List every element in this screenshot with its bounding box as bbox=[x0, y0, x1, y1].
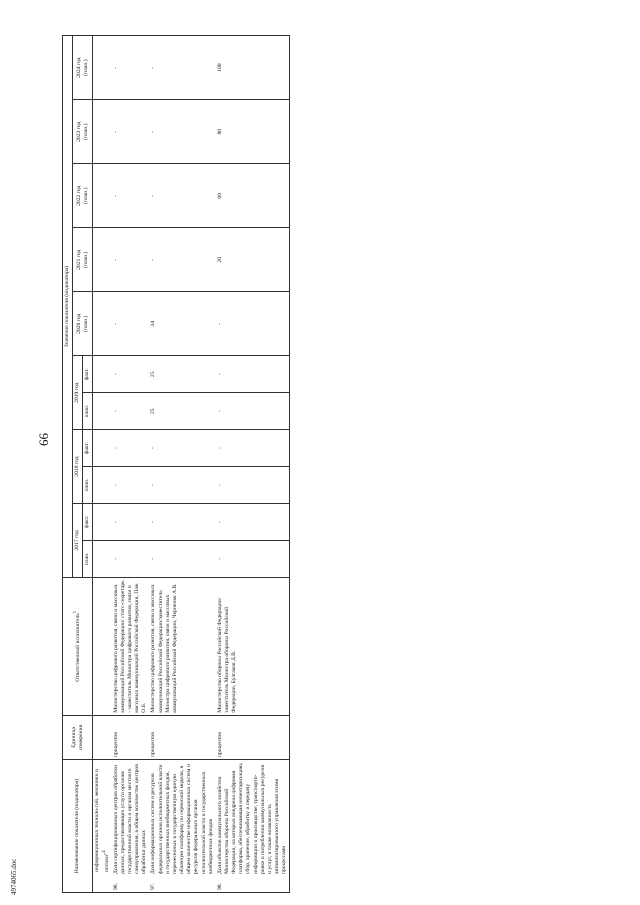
header-2018-fact: факт. bbox=[83, 430, 93, 467]
rotated-table-container bbox=[62, 35, 626, 893]
value-2019-plan: - bbox=[216, 393, 290, 430]
table-body bbox=[93, 36, 290, 893]
header-2021-year: 2021 год bbox=[75, 249, 82, 270]
row-number: 96. bbox=[112, 883, 119, 890]
value-2018-plan: - bbox=[216, 467, 290, 504]
row-executor: Министерство обороны Российской Федерации/ заместитель Министра обороны Российской Федерации, Булгаков Д.В. bbox=[216, 577, 290, 715]
header-2024-plan: (план.) bbox=[82, 59, 89, 76]
empty-cell bbox=[93, 430, 112, 467]
header-2020-plan: (план.) bbox=[82, 315, 89, 332]
empty-cell bbox=[93, 540, 112, 577]
row-number: 97. bbox=[150, 883, 157, 890]
empty-cell bbox=[93, 503, 112, 540]
empty-cell bbox=[93, 577, 112, 715]
table-row-97 bbox=[149, 36, 215, 893]
value-2018-fact: - bbox=[216, 430, 290, 467]
row-number: 98. bbox=[216, 883, 223, 890]
value-2021: - bbox=[149, 228, 215, 292]
value-2023: - bbox=[149, 100, 215, 164]
value-2017-plan: - bbox=[112, 540, 150, 577]
empty-cell bbox=[93, 164, 112, 228]
value-2017-plan: - bbox=[216, 540, 290, 577]
row-name: Доля сертифицированных центров обработки данных, предоставляющих услуги органам государственной власти и органам местного самоуправления, в общем количестве центров обработки данных bbox=[112, 764, 148, 874]
value-2019-fact: - bbox=[216, 356, 290, 393]
row-executor: Министерство цифрового развития, связи и массовых коммуникаций Российской Федерации/заместитель Министра цифрового развития, связи и массовых коммуникаций Российской Федерации, Черненко А.В. bbox=[149, 577, 215, 715]
document-code: 4974065.doc bbox=[10, 858, 18, 895]
row-name-cell bbox=[149, 760, 215, 893]
value-2024: - bbox=[112, 36, 150, 100]
header-2018: 2018 год bbox=[73, 430, 83, 504]
value-2017-fact: - bbox=[149, 503, 215, 540]
page-number: 66 bbox=[36, 433, 51, 446]
value-2022: - bbox=[112, 164, 150, 228]
header-2024-year: 2024 год bbox=[75, 57, 82, 78]
header-2022-plan: (план.) bbox=[82, 187, 89, 204]
header-2021 bbox=[73, 228, 93, 292]
continuation-sup: 4 bbox=[101, 850, 107, 853]
value-2019-plan: - bbox=[112, 393, 150, 430]
continuation-row bbox=[93, 36, 112, 893]
empty-cell bbox=[93, 228, 112, 292]
value-2024: - bbox=[149, 36, 215, 100]
header-2019-plan: план. bbox=[83, 393, 93, 430]
value-2021: 20 bbox=[216, 228, 290, 292]
header-2020 bbox=[73, 292, 93, 356]
header-2017-plan: план. bbox=[83, 540, 93, 577]
empty-cell bbox=[93, 100, 112, 164]
header-2020-year: 2020 год bbox=[75, 313, 82, 334]
header-2024 bbox=[73, 36, 93, 100]
value-2017-fact: - bbox=[216, 503, 290, 540]
header-2023 bbox=[73, 100, 93, 164]
row-name-cell bbox=[216, 760, 290, 893]
header-2019-fact: факт. bbox=[83, 356, 93, 393]
table-header bbox=[63, 36, 93, 893]
empty-cell bbox=[93, 467, 112, 504]
table-row-98 bbox=[216, 36, 290, 893]
row-name-cell bbox=[112, 760, 150, 893]
value-2022: - bbox=[149, 164, 215, 228]
value-2022: 60 bbox=[216, 164, 290, 228]
header-2021-plan: (план.) bbox=[82, 251, 89, 268]
value-2017-plan: - bbox=[149, 540, 215, 577]
value-2023: - bbox=[112, 100, 150, 164]
value-2024: 100 bbox=[216, 36, 290, 100]
header-executor bbox=[63, 577, 93, 715]
empty-cell bbox=[93, 715, 112, 759]
value-2018-plan: - bbox=[112, 467, 150, 504]
header-2023-year: 2023 год bbox=[75, 121, 82, 142]
value-2018-plan: - bbox=[149, 467, 215, 504]
empty-cell bbox=[93, 292, 112, 356]
value-2021: - bbox=[112, 228, 150, 292]
header-unit: Единица измерения bbox=[63, 715, 93, 759]
value-2019-fact: - bbox=[112, 356, 150, 393]
continuation-text: информационных техноло-гий, механики и оптики" bbox=[94, 769, 110, 872]
continuation-cell bbox=[93, 760, 112, 893]
header-2017-fact: факт. bbox=[83, 503, 93, 540]
header-2022 bbox=[73, 164, 93, 228]
header-values-group: Значение показателя (индикатора) bbox=[63, 36, 73, 578]
header-2018-plan: план. bbox=[83, 467, 93, 504]
row-executor: Министерство цифрового развития, связи и массовых коммуникаций Российской Федерации/ статс-секретарь - заместитель Министра цифрового развития, связи и массовых коммуникаций Российской Федерации, Паж О.Б. bbox=[112, 577, 150, 715]
row-name: Доля информационных систем и ресурсов федеральных органов исполнительной власти и государственных внебюджетных фондов, перенесенных в государственную единую облачную платформу по сервисной модели, в общем количестве информационных систем и ресурсов федеральных органов исполнительной власти и государственных внебюджетных фондов bbox=[150, 764, 214, 874]
header-executor-sup: 1 bbox=[73, 610, 79, 614]
row-unit: процентов bbox=[216, 715, 290, 759]
indicator-table bbox=[62, 35, 290, 893]
value-2020: - bbox=[112, 292, 150, 356]
value-2018-fact: - bbox=[112, 430, 150, 467]
empty-cell bbox=[93, 36, 112, 100]
empty-cell bbox=[93, 356, 112, 393]
value-2019-fact: 25 bbox=[149, 356, 215, 393]
row-unit: процентов bbox=[149, 715, 215, 759]
value-2020: 34 bbox=[149, 292, 215, 356]
value-2023: 80 bbox=[216, 100, 290, 164]
value-2017-fact: - bbox=[112, 503, 150, 540]
header-2019: 2019 год bbox=[73, 356, 83, 430]
header-2022-year: 2022 год bbox=[75, 185, 82, 206]
header-executor-text: Ответственный исполнитель bbox=[75, 613, 82, 682]
row-name: Доля объектов коммунального хозяйства Министерства обороны Российской Федерации, на которых внедрена цифровая платформа, обеспечивающая инвентаризацию, сбор, хранение, обработку и передачу информации о производстве, транспорти-ровке и потреблении коммунальных ресурсов и услуг, а также возможность автоматизированного управления этими процессами bbox=[216, 762, 288, 874]
header-2023-plan: (план.) bbox=[82, 123, 89, 140]
header-name: Наименование показателя (индикатора) bbox=[63, 760, 93, 893]
table-row-96 bbox=[112, 36, 150, 893]
value-2020: - bbox=[216, 292, 290, 356]
value-2018-fact: - bbox=[149, 430, 215, 467]
row-unit: процентов bbox=[112, 715, 150, 759]
empty-cell bbox=[93, 393, 112, 430]
header-2017: 2017 год bbox=[73, 503, 83, 577]
value-2019-plan: 25 bbox=[149, 393, 215, 430]
